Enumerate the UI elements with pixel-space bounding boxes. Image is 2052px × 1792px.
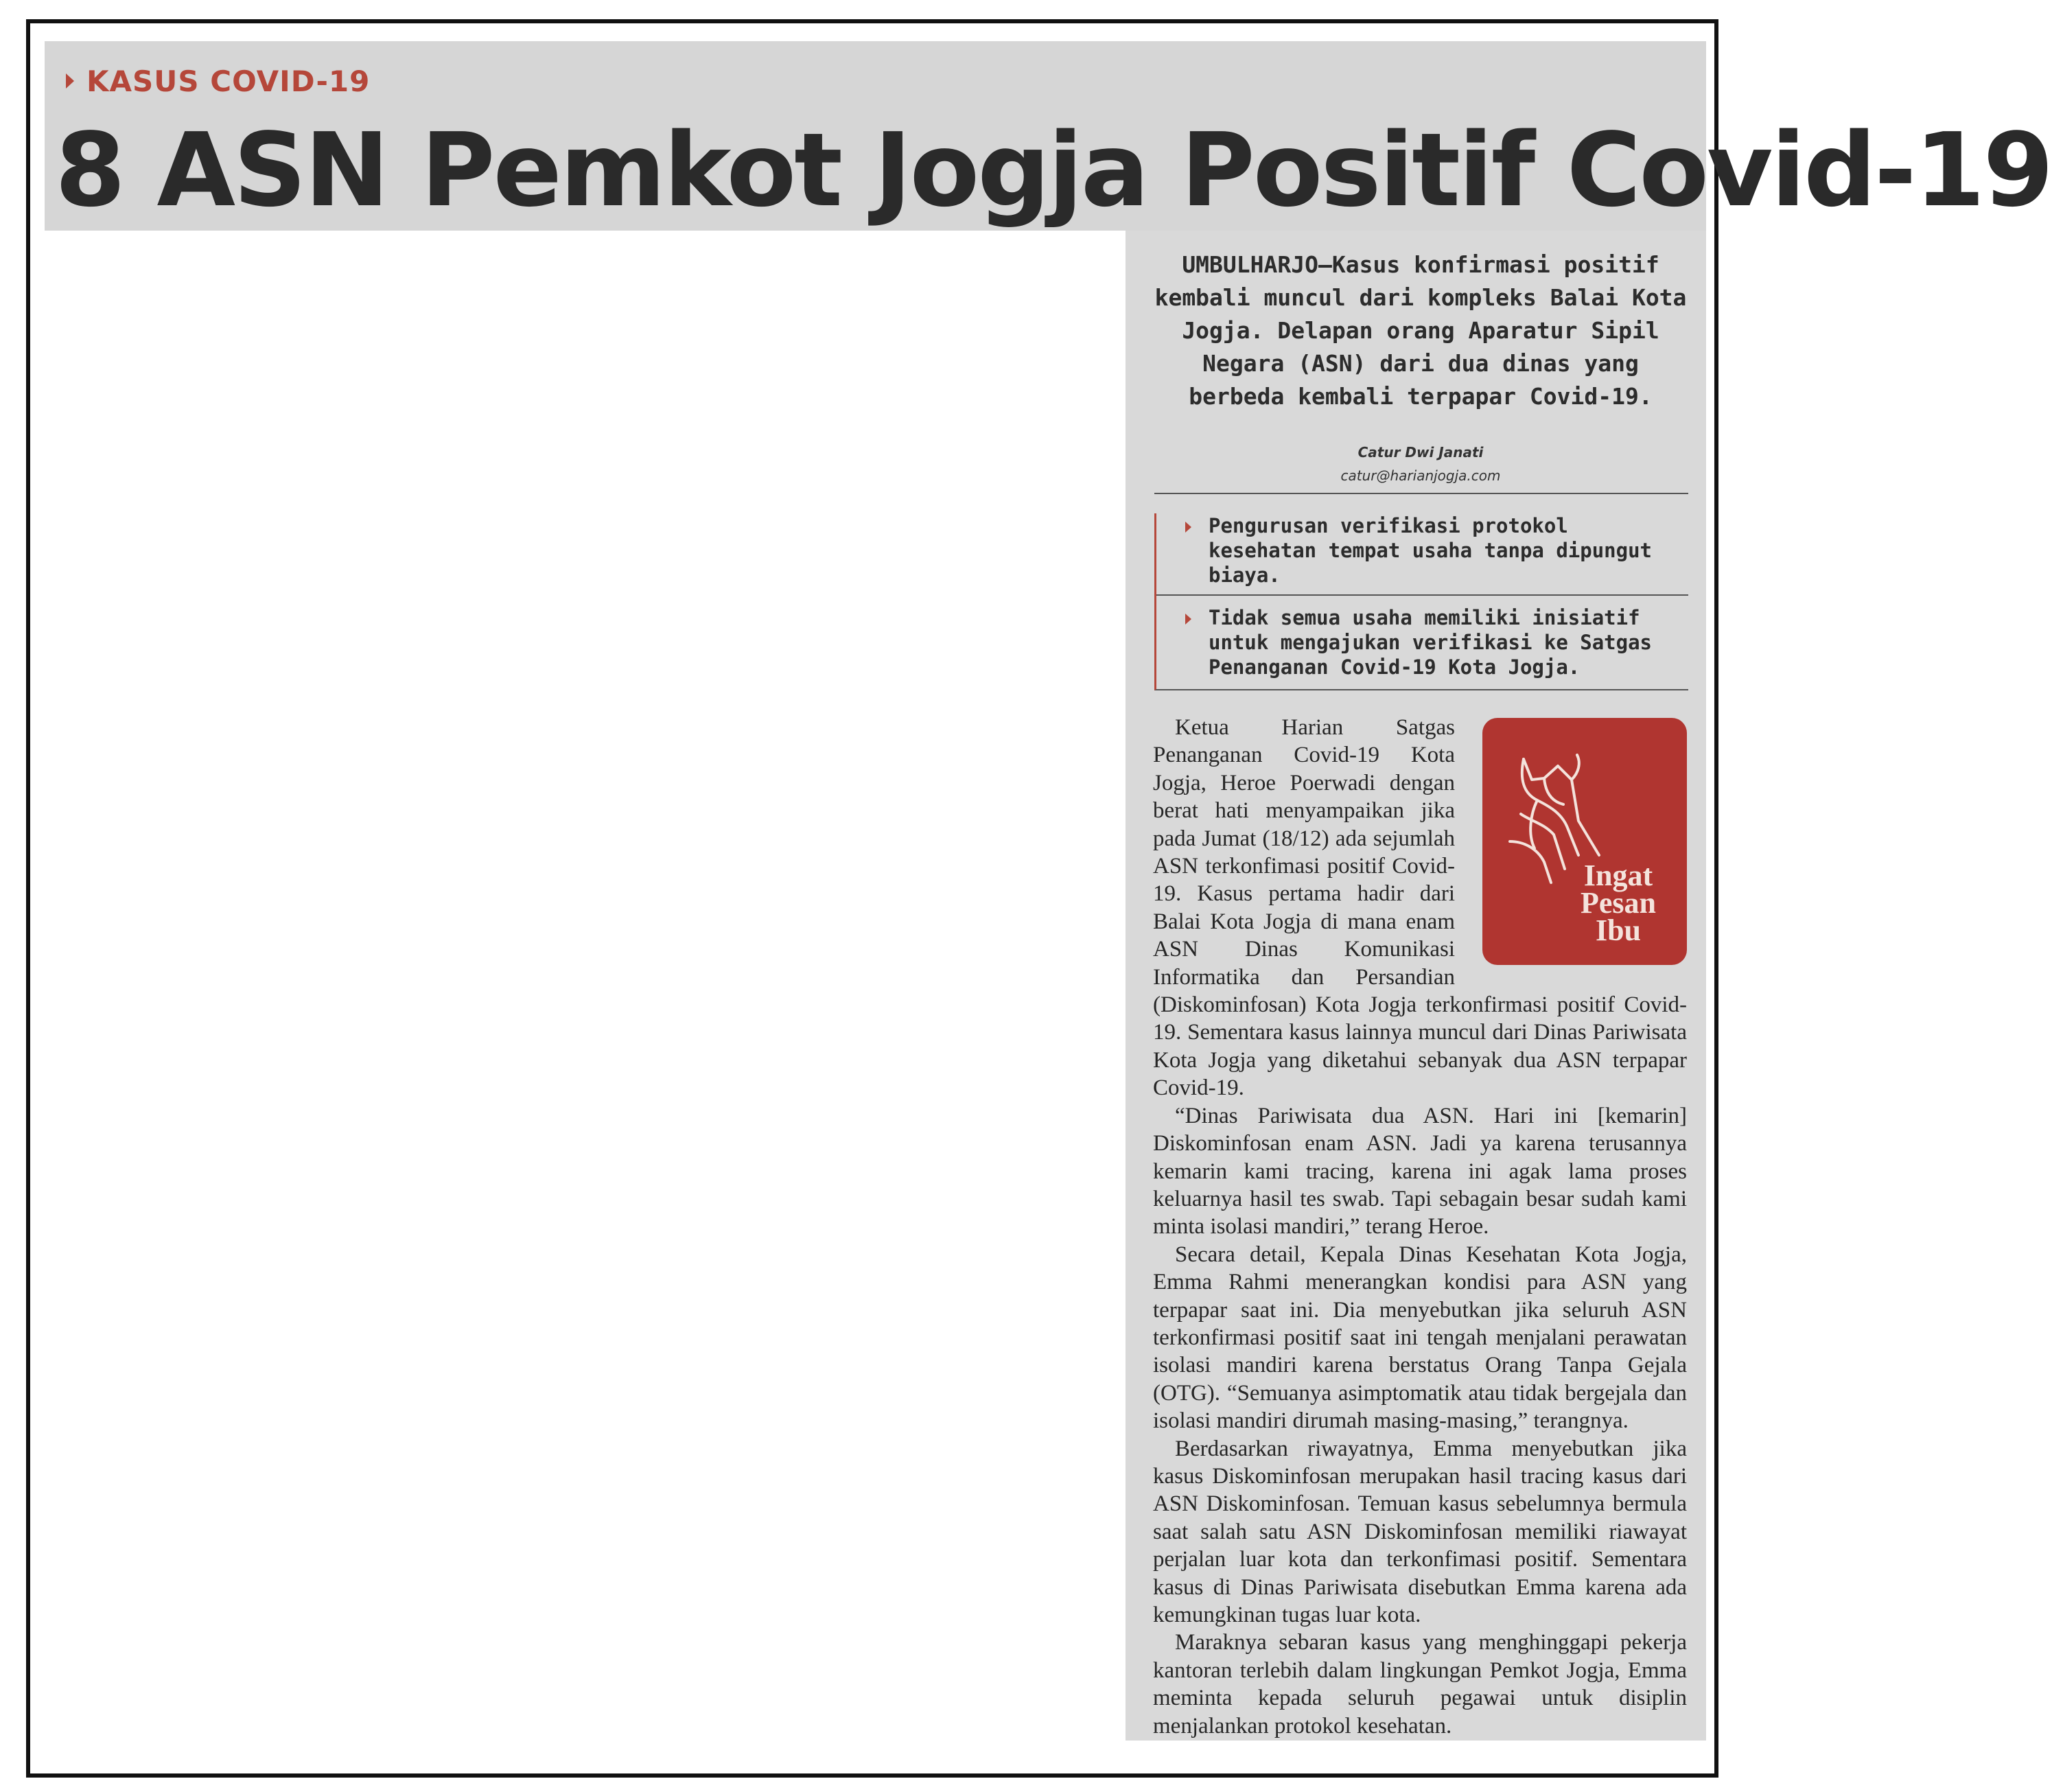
- section-label: KASUS COVID-19: [86, 64, 371, 98]
- arrow-right-icon: [1185, 522, 1191, 533]
- body-paragraph: “Dinas Pariwisata dua ASN. Hari ini [kemarin] Diskominfosan enam ASN. Jadi ya karena terusannya kemarin kami tracing, karena ini agak lama proses keluarnya hasil tes swab. Tapi sebagain besar sudah kami minta isolasi mandiri,” terang Heroe.: [1153, 1103, 1687, 1240]
- arrow-right-icon: [1185, 614, 1191, 625]
- divider: [1154, 493, 1688, 494]
- body-paragraph: Secara detail, Kepala Dinas Kesehatan Kota Jogja, Emma Rahmi menerangkan kondisi para ASN yang terpapar saat ini. Dia menyebutkan jika seluruh ASN terkonfirmasi positif saat ini tengah menjalani perawatan isolasi mandiri karena berstatus Orang Tanpa Gejala (OTG). “Semuanya asimptomatik atau tidak bergejala dan isolasi mandiri dirumah masing-masing,” terangnya.: [1153, 1242, 1687, 1434]
- byline-author: Catur Dwi Janati: [1357, 444, 1484, 461]
- arrow-right-icon: [66, 73, 74, 89]
- ad-text: [1570, 859, 1666, 947]
- headline: 8 ASN Pemkot Jogja Positif Covid-19: [55, 111, 2052, 229]
- section-rubric: [66, 60, 370, 102]
- body-paragraph: Maraknya sebaran kasus yang menghinggapi pekerja kantoran terlebih dalam lingkungan Pemkot Jogja, Emma meminta kepada seluruh pegawai untuk disiplin menjalankan protokol kesehatan.: [1153, 1630, 1687, 1738]
- highlights-box: [1154, 513, 1688, 690]
- ad-line: Pesan: [1581, 886, 1656, 920]
- byline: [1153, 441, 1688, 487]
- ad-ingat-pesan-ibu: [1482, 718, 1687, 965]
- ad-line: Ibu: [1595, 914, 1642, 947]
- highlight-item: [1156, 513, 1688, 596]
- byline-email: catur@harianjogja.com: [1340, 467, 1501, 484]
- article-body: [1153, 714, 1687, 1743]
- highlight-text: Pengurusan verifikasi protokol kesehatan tempat usaha tanpa dipungut biaya.: [1209, 514, 1653, 587]
- ad-line: Ingat: [1583, 859, 1653, 892]
- body-paragraph: Berdasarkan riwayatnya, Emma menyebutkan jika kasus Diskominfosan merupakan hasil tracing kasus dari ASN Diskominfosan. Temuan kasus sebelumnya bermula saat salah satu ASN Diskominfosan memiliki riawayat perjalan luar kota dan terkonfimasi positif. Sementara kasus di Dinas Pariwisata disebutkan Emma karena ada kemungkinan tugas luar kota.: [1153, 1436, 1687, 1627]
- lead-paragraph: UMBULHARJO—Kasus konfirmasi positif kembali muncul dari kompleks Balai Kota Jogja. Delapan orang Aparatur Sipil Negara (ASN) dari dua dinas yang berbeda kembali terpapar Covid-19.: [1154, 251, 1687, 410]
- body-paragraph: Ketua Harian Satgas Penanganan Covid-19 Kota Jogja, Heroe Poerwadi dengan berat hati menyampaikan jika pada Jumat (18/12) ada sejumlah ASN terkonfimasi positif Covid-19. Kasus pertama hadir dari Balai Kota Jogja di mana enam ASN Dinas Komunikasi Informatika dan Persandian (Diskominfosan) Kota Jogja terkonfirmasi positif Covid-19. Sementara kasus lainnya muncul dari Dinas Pariwisata Kota Jogja yang diketahui sebanyak dua ASN terpapar Covid-19.: [1153, 715, 1687, 1101]
- highlight-text: Tidak semua usaha memiliki inisiatif untuk mengajukan verifikasi ke Satgas Penanganan Covid-19 Kota Jogja.: [1209, 606, 1653, 679]
- highlight-item: [1156, 605, 1688, 688]
